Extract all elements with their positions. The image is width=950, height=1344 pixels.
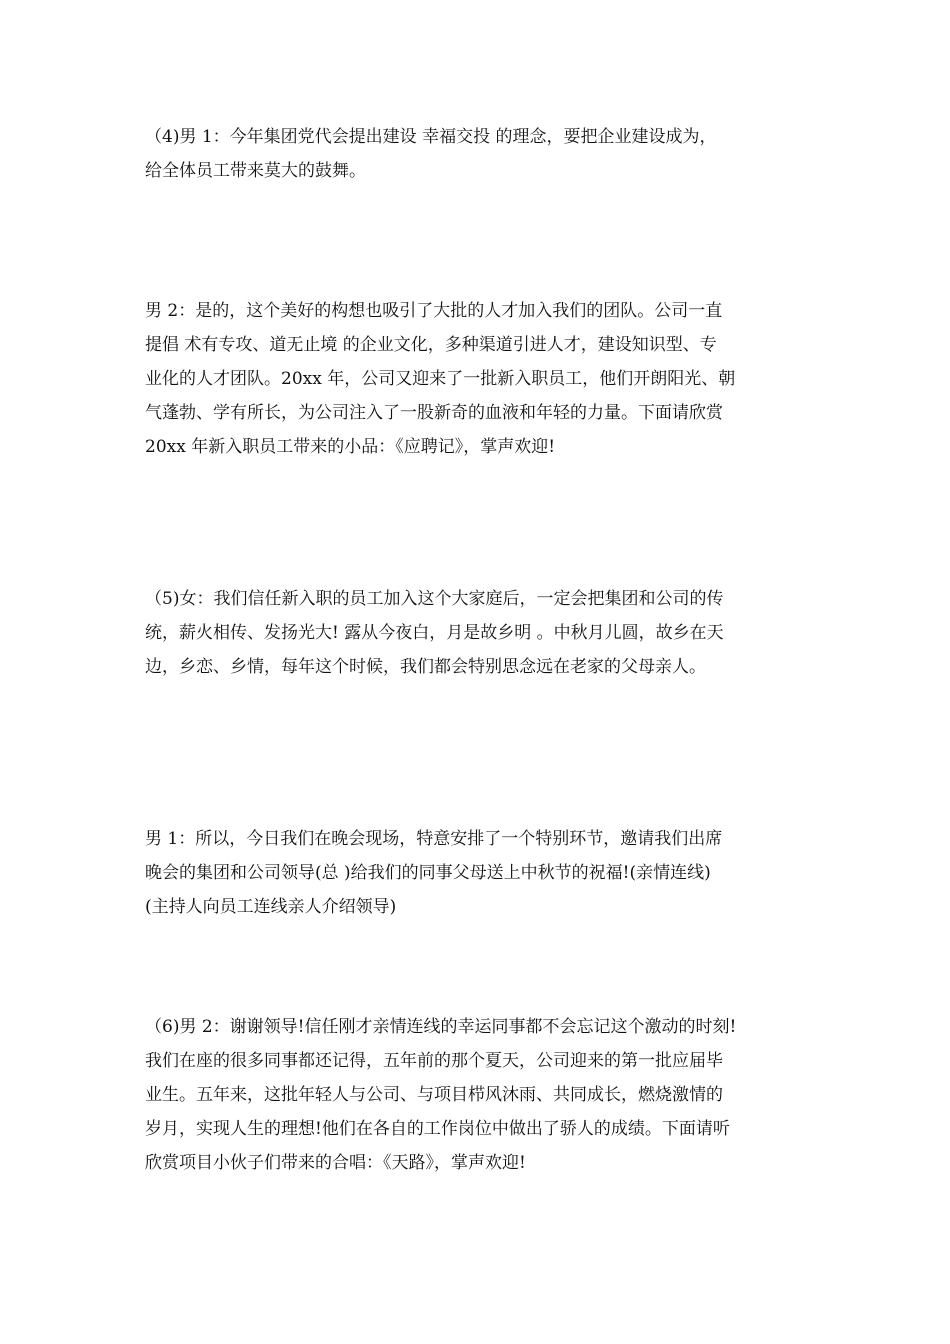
paragraph-male-2 [145,294,815,464]
text-line: 欣赏项目小伙子们带来的合唱：《天路》，掌声欢迎! [145,1153,526,1173]
paragraph-4-male-1 [145,120,815,188]
text-line: (主持人向员工连线亲人介绍领导) [145,897,397,917]
text-line: （5)女：我们信任新入职的员工加入这个大家庭后，一定会把集团和公司的传 [145,589,724,609]
text-line: 晚会的集团和公司领导(总 )给我们的同事父母送上中秋节的祝福!(亲情连线) [145,863,711,883]
text-line: （4)男 1：今年集团党代会提出建设 幸福交投 的理念，要把企业建设成为， [145,127,717,147]
text-line: 边，乡恋、乡情，每年这个时候，我们都会特别思念远在老家的父母亲人。 [145,657,706,677]
text-line: 我们在座的很多同事都还记得，五年前的那个夏天，公司迎来的第一批应届毕 [145,1051,723,1071]
paragraph-5-female [145,582,815,684]
text-line: 男 1：所以，今日我们在晚会现场，特意安排了一个特别环节，邀请我们出席 [145,829,723,849]
text-line: 岁月，实现人生的理想!他们在各自的工作岗位中做出了骄人的成绩。下面请听 [145,1119,730,1139]
text-line: 男 2：是的，这个美好的构想也吸引了大批的人才加入我们的团队。公司一直 [145,301,723,321]
text-line: 业化的人才团队。20xx 年，公司又迎来了一批新入职员工，他们开朗阳光、朝 [145,369,736,389]
text-line: 20xx 年新入职员工带来的小品：《应聘记》，掌声欢迎! [145,437,556,457]
text-line: （6)男 2：谢谢领导!信任刚才亲情连线的幸运同事都不会忘记这个激动的时刻! [145,1017,737,1037]
paragraph-6-male-2 [145,1010,815,1180]
text-line: 给全体员工带来莫大的鼓舞。 [145,161,366,181]
text-line: 业生。五年来，这批年轻人与公司、与项目栉风沐雨、共同成长，燃烧激情的 [145,1085,723,1105]
text-line: 统，薪火相传、发扬光大! 露从今夜白，月是故乡明 。中秋月儿圆，故乡在天 [145,623,724,643]
text-line: 气蓬勃、学有所长，为公司注入了一股新奇的血液和年轻的力量。下面请欣赏 [145,403,723,423]
paragraph-male-1 [145,822,815,924]
text-line: 提倡 术有专攻、道无止境 的企业文化，多种渠道引进人才，建设知识型、专 [145,335,717,355]
